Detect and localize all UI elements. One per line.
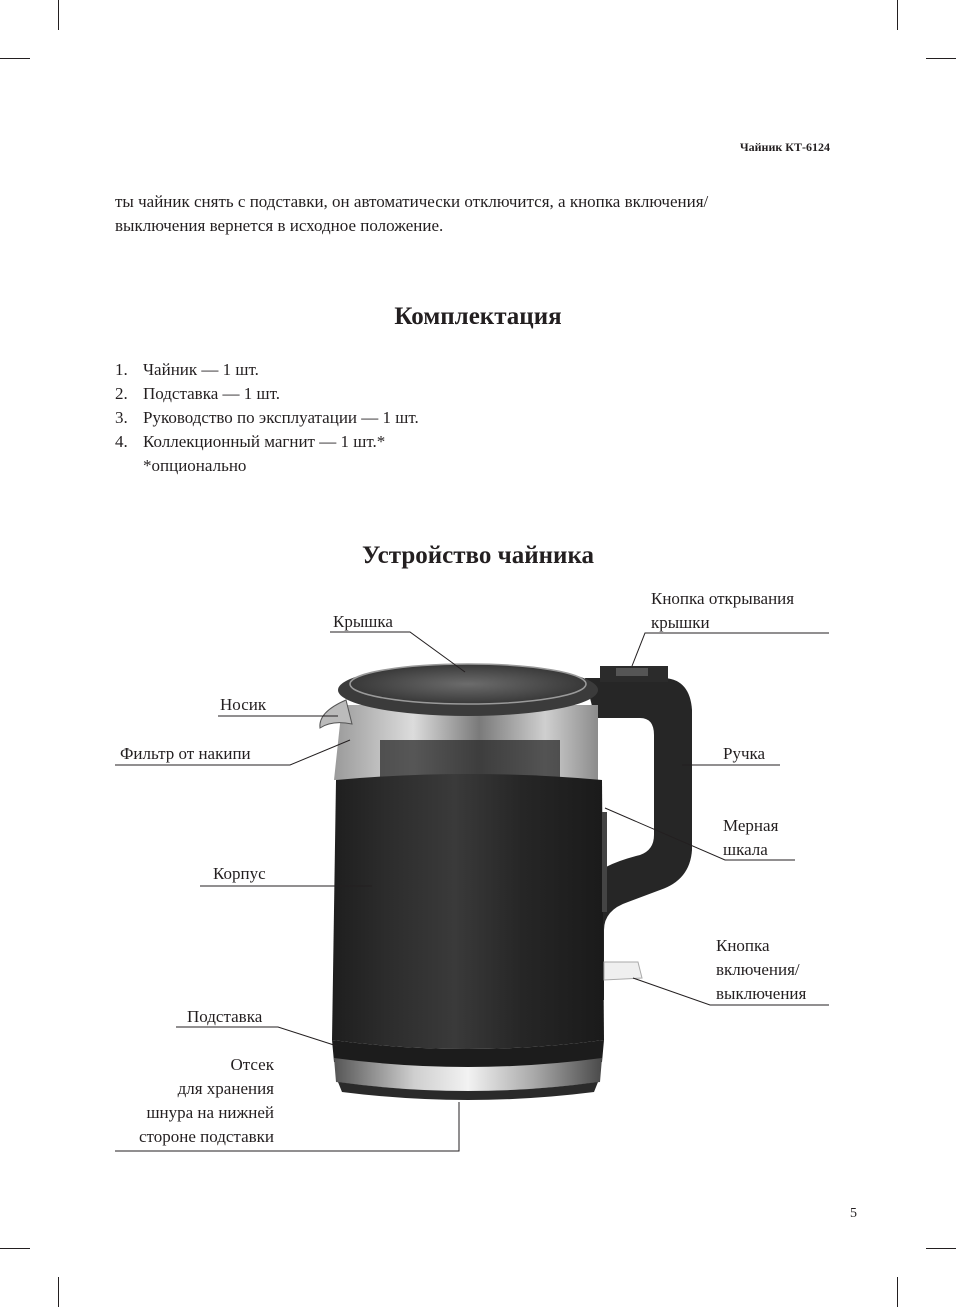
label-lid-button-2: крышки [651,613,710,632]
label-switch-1: Кнопка [716,936,770,955]
label-switch-3: выключения [716,984,807,1003]
list-text: Подставка — 1 шт. [143,384,280,403]
intro-line-2: выключения вернется в исходное положение. [115,216,444,235]
label-cord-4: стороне подставки [138,1127,274,1146]
list-text: Чайник — 1 шт. [143,360,259,379]
intro-line-1: ты чайник снять с подставки, он автоматически отключится, а кнопка включения/ [115,192,709,211]
page-number: 5 [850,1206,857,1221]
label-body: Корпус [213,864,266,883]
running-header: Чайник КТ-6124 [739,140,830,154]
list-text: Коллекционный магнит — 1 шт.* [143,432,386,451]
label-scale-1: Мерная [723,816,779,835]
label-scale-2: шкала [723,840,768,859]
label-lid: Крышка [333,612,393,631]
contents-title: Комплектация [394,303,562,330]
label-spout: Носик [220,695,267,714]
label-lid-button-1: Кнопка открывания [651,589,795,608]
label-cord-2: для хранения [177,1079,274,1098]
list-number: 4. [115,432,128,451]
label-cord-3: шнура на нижней [146,1103,274,1122]
list-text: Руководство по эксплуатации — 1 шт. [143,408,419,427]
device-title: Устройство чайника [362,542,594,569]
list-number: 2. [115,384,128,403]
list-number: 1. [115,360,128,379]
label-base: Подставка [187,1007,263,1026]
list-number: 3. [115,408,128,427]
label-filter: Фильтр от накипи [120,744,251,763]
footnote: *опционально [143,456,247,475]
label-cord-1: Отсек [230,1055,274,1074]
label-handle: Ручка [723,744,766,763]
label-switch-2: включения/ [716,960,800,979]
